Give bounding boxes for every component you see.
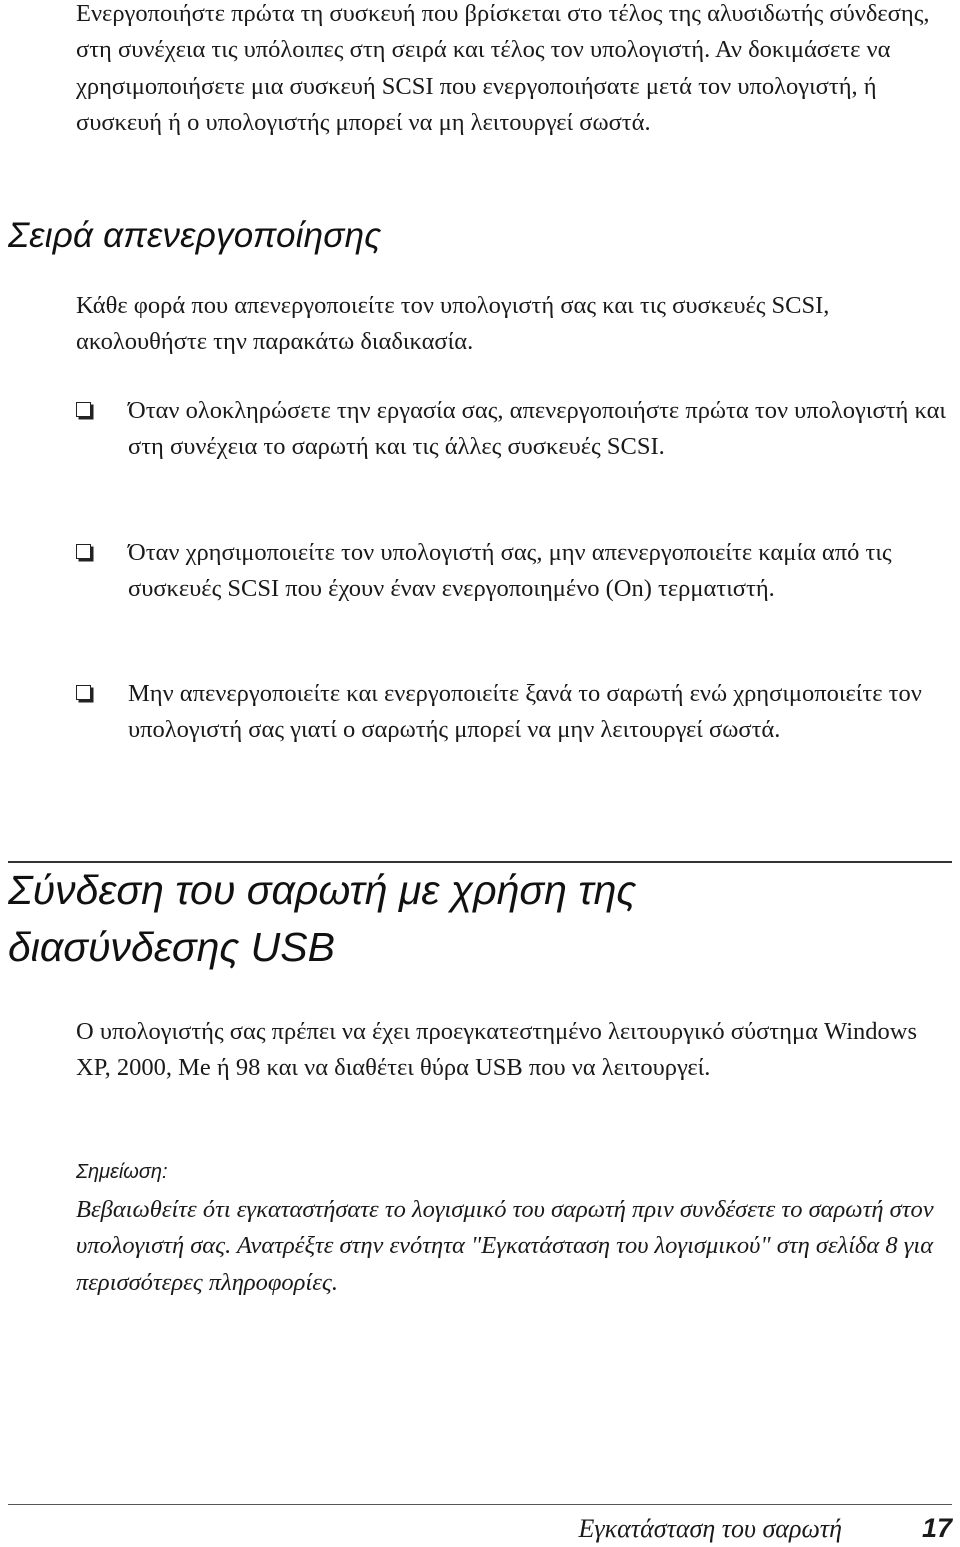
usb-requirements-paragraph: Ο υπολογιστής σας πρέπει να έχει προεγκατεστημένο λειτουργικό σύστημα Windows XP, 2000, Me ή 98 και να διαθέτει θύρα USB που να λειτουργεί.: [76, 1018, 917, 1082]
footer-divider: [8, 1504, 952, 1505]
intro-paragraph: Ενεργοποιήστε πρώτα τη συσκευή που βρίσκεται στο τέλος της αλυσιδωτής σύνδεσης, στη συνέχεια τις υπόλοιπες στη σειρά και τέλος τον υπολογιστή. Αν δοκιμάσετε να χρησιμοποιήσετε μια συσκευή SCSI που ενεργοποιήσατε μετά τον υπολογιστή, ή συσκευή ή ο υπολογιστής μπορεί να μη λειτουργεί σωστά.: [76, 0, 930, 137]
bullet-text: Όταν χρησιμοποιείτε τον υπολογιστή σας, μην απενεργοποιείτε καμία από τις συσκευές SCSI που έχουν έναν ενεργοποιημένο (On) τερματιστή.: [128, 539, 892, 603]
shutdown-intro-paragraph: Κάθε φορά που απενεργοποιείτε τον υπολογιστή σας και τις συσκευές SCSI, ακολουθήστε την παρακάτω διαδικασία.: [76, 292, 830, 356]
checkbox-bullet-icon: [76, 544, 91, 559]
usb-heading-line-2: διασύνδεσης USB: [8, 924, 335, 970]
checkbox-bullet-icon: [76, 685, 91, 700]
usb-chapter-heading: [8, 862, 908, 976]
usb-heading-line-1: Σύνδεση του σαρωτή με χρήση της: [8, 867, 637, 913]
checkbox-bullet-icon: [76, 402, 91, 417]
footer-chapter-title: Εγκατάσταση του σαρωτή: [578, 1514, 842, 1543]
bullet-text: Όταν ολοκληρώσετε την εργασία σας, απενεργοποιήστε πρώτα τον υπολογιστή και στη συνέχεια το σαρωτή και τις άλλες συσκευές SCSI.: [128, 397, 946, 461]
page-number: 17: [921, 1513, 952, 1543]
note-label: Σημείωση:: [76, 1161, 168, 1183]
shutdown-order-heading: Σειρά απενεργοποίησης: [8, 216, 382, 255]
bullet-text: Μην απενεργοποιείτε και ενεργοποιείτε ξανά το σαρωτή ενώ χρησιμοποιείτε τον υπολογιστή σας γιατί ο σαρωτής μπορεί να μην λειτουργεί σωστά.: [128, 680, 922, 744]
note-text: Βεβαιωθείτε ότι εγκαταστήσατε το λογισμικό του σαρωτή πριν συνδέσετε το σαρωτή στον υπολογιστή σας. Ανατρέξτε στην ενότητα "Εγκατάσταση του λογισμικού" στη σελίδα 8 για περισσότερες πληροφορίες.: [76, 1196, 934, 1296]
